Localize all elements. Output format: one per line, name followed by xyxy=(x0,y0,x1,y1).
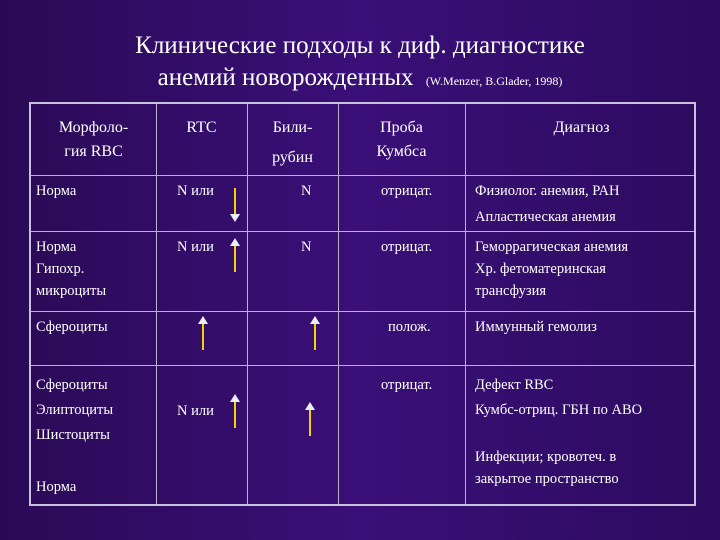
arrow-up-icon xyxy=(314,322,316,350)
header-rtc: RTC xyxy=(186,119,217,136)
arrow-up-icon xyxy=(234,400,236,428)
title-line-2: анемий новорожденных xyxy=(157,64,414,91)
header-diagnosis: Диагноз xyxy=(553,119,610,136)
row1-diagnosis: Физиолог. анемия, РАН Апластическая анемия xyxy=(475,183,620,225)
col-divider xyxy=(338,104,339,504)
col-divider xyxy=(156,104,157,504)
row3-coombs: полож. xyxy=(388,319,431,335)
title-citation: (W.Menzer, B.Glader, 1998) xyxy=(425,74,563,88)
arrow-up-icon xyxy=(309,408,311,436)
arrow-up-icon xyxy=(234,244,236,272)
diagnosis-table xyxy=(29,102,696,506)
row-divider xyxy=(31,231,694,232)
row4-morphology: Сфероциты Элиптоциты Шистоциты Норма xyxy=(36,377,114,495)
row2-diagnosis: Геморрагическая анемия Хр. фетоматеринская трансфузия xyxy=(475,239,629,299)
row2-morphology: Норма Гипохр. микроциты xyxy=(36,239,107,299)
row3-diagnosis: Иммунный гемолиз xyxy=(475,319,597,335)
row1-morphology: Норма xyxy=(36,183,77,199)
header-bilirubin: Били- рубин xyxy=(272,119,313,166)
row4-coombs: отрицат. xyxy=(381,377,433,393)
arrow-down-icon xyxy=(234,188,236,216)
slide-title xyxy=(0,30,720,97)
row2-rtc: N или xyxy=(177,239,214,255)
row4-diagnosis: Дефект RBC Кумбс-отриц. ГБН по АВО Инфекции; кровотеч. в закрытое пространство xyxy=(475,377,643,487)
row3-morphology: Сфероциты xyxy=(36,319,108,335)
row-divider xyxy=(31,365,694,366)
header-morphology: Морфоло- гия RBC xyxy=(58,119,129,160)
header-coombs: Проба Кумбса xyxy=(376,119,427,160)
row1-bilirubin: N xyxy=(301,183,312,199)
arrow-up-icon xyxy=(202,322,204,350)
title-line-1: Клинические подходы к диф. диагностике xyxy=(135,32,585,59)
row-divider xyxy=(31,175,694,176)
col-divider xyxy=(465,104,466,504)
row1-coombs: отрицат. xyxy=(381,183,433,199)
row2-bilirubin: N xyxy=(301,239,312,255)
row-divider xyxy=(31,311,694,312)
row2-coombs: отрицат. xyxy=(381,239,433,255)
row4-rtc: N или xyxy=(177,403,214,419)
row1-rtc: N или xyxy=(177,183,214,199)
